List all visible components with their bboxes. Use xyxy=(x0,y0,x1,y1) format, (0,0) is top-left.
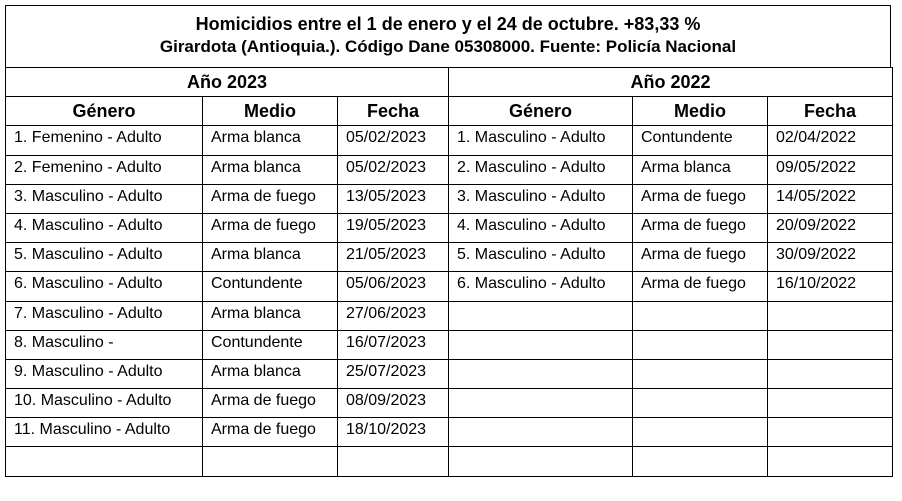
col-header-medio-2023: Medio xyxy=(203,97,338,126)
cell-genero-2022: 4. Masculino - Adulto xyxy=(449,213,633,242)
cell-genero-2022: 6. Masculino - Adulto xyxy=(449,272,633,301)
cell-medio-2022 xyxy=(633,389,768,418)
col-header-genero-2022: Género xyxy=(449,97,633,126)
cell-fecha-2023: 13/05/2023 xyxy=(338,184,449,213)
cell-medio-2023: Arma blanca xyxy=(203,126,338,155)
cell-fecha-2023: 25/07/2023 xyxy=(338,359,449,388)
table-row xyxy=(6,272,893,301)
cell-genero-2023: 8. Masculino - xyxy=(6,330,203,359)
cell-medio-2023: Arma de fuego xyxy=(203,184,338,213)
cell-genero-2023 xyxy=(6,447,203,476)
cell-fecha-2023: 05/02/2023 xyxy=(338,155,449,184)
table-row xyxy=(6,389,893,418)
cell-genero-2023: 2. Femenino - Adulto xyxy=(6,155,203,184)
cell-fecha-2022: 09/05/2022 xyxy=(768,155,893,184)
cell-fecha-2022: 30/09/2022 xyxy=(768,243,893,272)
cell-fecha-2022 xyxy=(768,418,893,447)
cell-medio-2022 xyxy=(633,447,768,476)
year-2022-header: Año 2022 xyxy=(449,68,893,97)
cell-fecha-2022: 14/05/2022 xyxy=(768,184,893,213)
cell-medio-2022: Arma de fuego xyxy=(633,213,768,242)
cell-medio-2023: Arma de fuego xyxy=(203,418,338,447)
table-row xyxy=(6,155,893,184)
cell-fecha-2022 xyxy=(768,389,893,418)
cell-medio-2022 xyxy=(633,330,768,359)
cell-fecha-2022 xyxy=(768,359,893,388)
cell-fecha-2023 xyxy=(338,447,449,476)
cell-fecha-2023: 27/06/2023 xyxy=(338,301,449,330)
cell-genero-2022: 5. Masculino - Adulto xyxy=(449,243,633,272)
table-row xyxy=(6,243,893,272)
table-row xyxy=(6,447,893,476)
cell-medio-2022: Arma blanca xyxy=(633,155,768,184)
cell-fecha-2023: 16/07/2023 xyxy=(338,330,449,359)
cell-genero-2022 xyxy=(449,447,633,476)
cell-fecha-2022 xyxy=(768,330,893,359)
cell-genero-2023: 9. Masculino - Adulto xyxy=(6,359,203,388)
cell-medio-2022: Arma de fuego xyxy=(633,184,768,213)
homicide-table xyxy=(5,67,893,477)
cell-fecha-2022: 20/09/2022 xyxy=(768,213,893,242)
cell-genero-2023: 6. Masculino - Adulto xyxy=(6,272,203,301)
table-body xyxy=(6,126,893,476)
cell-fecha-2022 xyxy=(768,447,893,476)
year-2023-header: Año 2023 xyxy=(6,68,449,97)
cell-genero-2023: 5. Masculino - Adulto xyxy=(6,243,203,272)
cell-fecha-2022 xyxy=(768,301,893,330)
report-subtitle: Girardota (Antioquia.). Código Dane 05308000. Fuente: Policía Nacional xyxy=(159,37,737,56)
cell-genero-2023: 4. Masculino - Adulto xyxy=(6,213,203,242)
table-row xyxy=(6,330,893,359)
cell-genero-2022 xyxy=(449,359,633,388)
table-row xyxy=(6,213,893,242)
cell-genero-2022 xyxy=(449,301,633,330)
cell-fecha-2023: 05/06/2023 xyxy=(338,272,449,301)
cell-genero-2023: 7. Masculino - Adulto xyxy=(6,301,203,330)
cell-medio-2023: Arma blanca xyxy=(203,155,338,184)
cell-fecha-2023: 08/09/2023 xyxy=(338,389,449,418)
table-row xyxy=(6,184,893,213)
cell-medio-2022 xyxy=(633,418,768,447)
table-row xyxy=(6,359,893,388)
cell-medio-2023: Arma blanca xyxy=(203,359,338,388)
year-header-row xyxy=(6,68,893,97)
cell-genero-2022: 2. Masculino - Adulto xyxy=(449,155,633,184)
cell-fecha-2023: 19/05/2023 xyxy=(338,213,449,242)
cell-genero-2022 xyxy=(449,330,633,359)
col-header-fecha-2022: Fecha xyxy=(768,97,893,126)
cell-medio-2022: Contundente xyxy=(633,126,768,155)
cell-medio-2023: Arma blanca xyxy=(203,243,338,272)
col-header-medio-2022: Medio xyxy=(633,97,768,126)
cell-medio-2023 xyxy=(203,447,338,476)
cell-medio-2023: Contundente xyxy=(203,330,338,359)
cell-genero-2022: 1. Masculino - Adulto xyxy=(449,126,633,155)
report-title: Homicidios entre el 1 de enero y el 24 de octubre. +83,33 % xyxy=(195,14,701,34)
cell-medio-2023: Arma blanca xyxy=(203,301,338,330)
col-header-fecha-2023: Fecha xyxy=(338,97,449,126)
cell-medio-2023: Arma de fuego xyxy=(203,213,338,242)
table-row xyxy=(6,418,893,447)
cell-medio-2022 xyxy=(633,359,768,388)
cell-fecha-2022: 16/10/2022 xyxy=(768,272,893,301)
cell-genero-2022 xyxy=(449,418,633,447)
table-row xyxy=(6,126,893,155)
cell-medio-2022: Arma de fuego xyxy=(633,243,768,272)
cell-genero-2023: 3. Masculino - Adulto xyxy=(6,184,203,213)
cell-genero-2023: 1. Femenino - Adulto xyxy=(6,126,203,155)
cell-medio-2022: Arma de fuego xyxy=(633,272,768,301)
cell-genero-2022: 3. Masculino - Adulto xyxy=(449,184,633,213)
cell-medio-2022 xyxy=(633,301,768,330)
report-title-box xyxy=(5,5,891,68)
cell-genero-2022 xyxy=(449,389,633,418)
column-header-row xyxy=(6,97,893,126)
cell-fecha-2023: 21/05/2023 xyxy=(338,243,449,272)
cell-fecha-2023: 18/10/2023 xyxy=(338,418,449,447)
table-row xyxy=(6,301,893,330)
cell-medio-2023: Arma de fuego xyxy=(203,389,338,418)
cell-genero-2023: 10. Masculino - Adulto xyxy=(6,389,203,418)
cell-genero-2023: 11. Masculino - Adulto xyxy=(6,418,203,447)
col-header-genero-2023: Género xyxy=(6,97,203,126)
cell-fecha-2022: 02/04/2022 xyxy=(768,126,893,155)
cell-fecha-2023: 05/02/2023 xyxy=(338,126,449,155)
cell-medio-2023: Contundente xyxy=(203,272,338,301)
